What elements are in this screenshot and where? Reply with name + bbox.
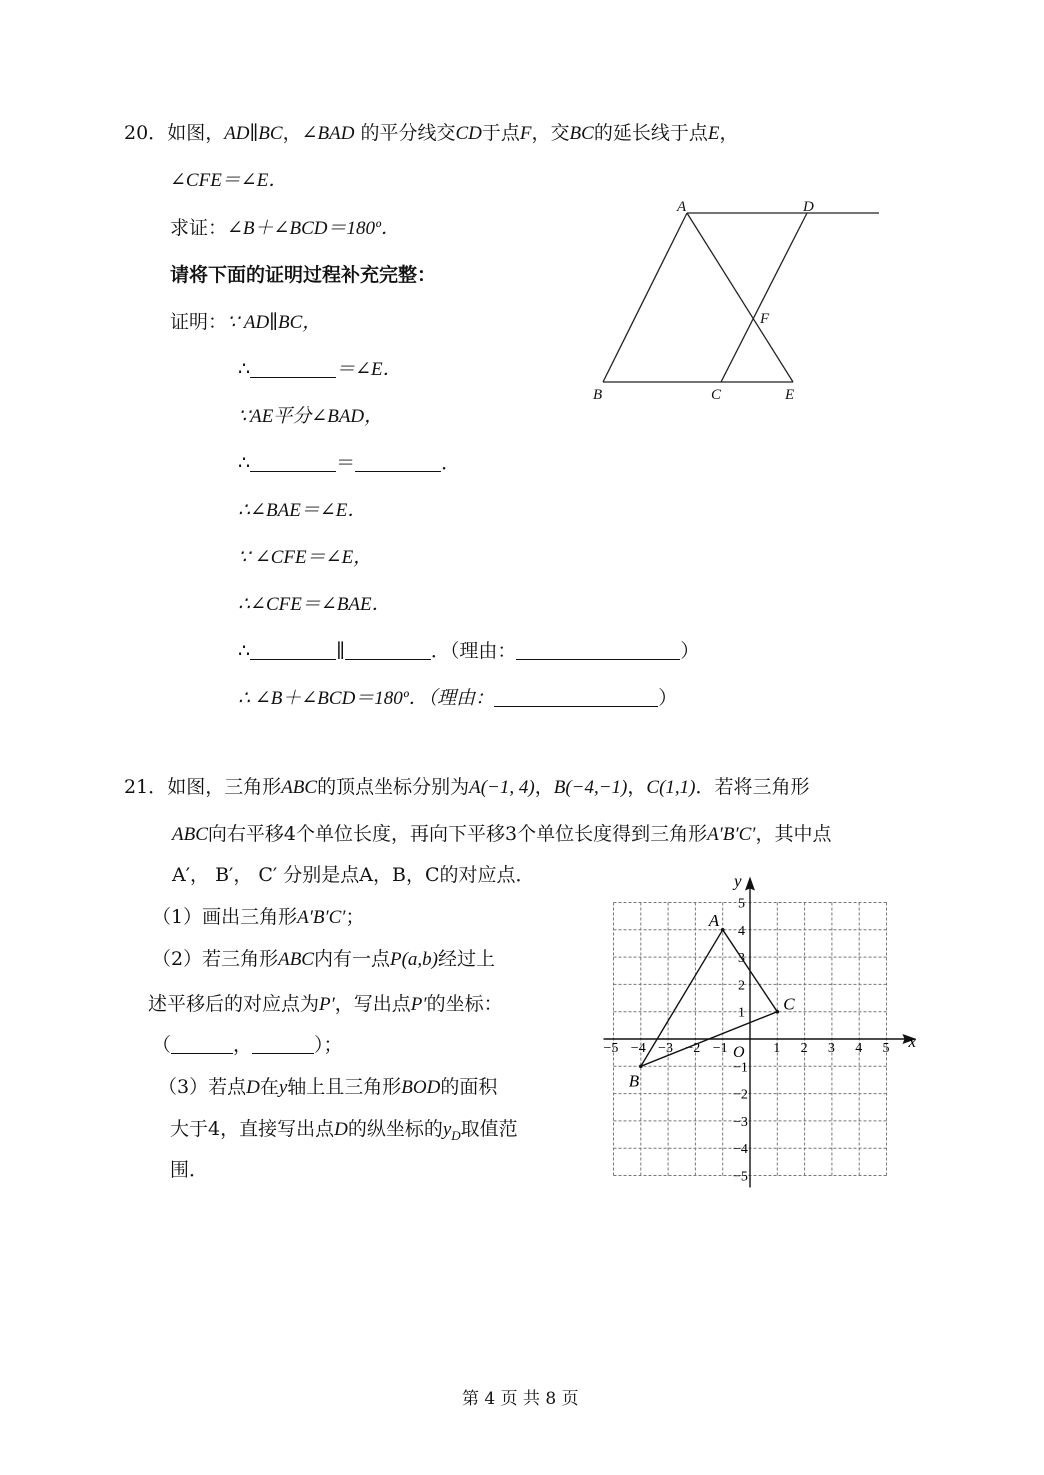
x-tick-label: 1 [773, 1041, 781, 1056]
label-a: A [677, 199, 687, 215]
triangle-prime-name: A′B′C′ [297, 907, 346, 928]
proof-step-5: ∴∠BAE＝∠E． [238, 500, 367, 521]
segment-ae [687, 213, 793, 382]
vertex-point [776, 1010, 780, 1014]
vertex-label: B [628, 1071, 640, 1091]
q20-seg: BC [569, 123, 594, 144]
q21-text: 如图，三角形 [167, 776, 282, 798]
y-axis-arrow [745, 877, 755, 891]
q20-seg: CD [455, 123, 482, 144]
x-tick-label: 3 [827, 1041, 835, 1056]
q21-text: ，其中点 [755, 823, 832, 845]
q20-prove [170, 213, 400, 240]
axes [604, 872, 917, 1188]
point-p-prime: P′ [319, 994, 335, 1015]
reason-blank[interactable] [494, 688, 658, 707]
point-c-coord: C(1,1) [646, 777, 696, 798]
open-paren: （ [152, 1034, 172, 1056]
x-tick-label: 5 [882, 1041, 890, 1056]
q20-parallel-expr: AD∥BC [224, 123, 283, 144]
point-d: D [334, 1119, 348, 1140]
part2-text: 内有一点 [313, 948, 390, 970]
x-axis-label: x [908, 1032, 917, 1051]
label-f: F [760, 311, 770, 327]
part3-text: 在 [259, 1076, 279, 1098]
answer-blank[interactable] [355, 453, 441, 472]
q21-text: 的顶点坐标分别为 [317, 776, 470, 798]
vertex-label: C [783, 994, 795, 1014]
triangle-abc [629, 911, 796, 1091]
answer-blank[interactable] [345, 641, 431, 660]
therefore-symbol: ∴ [238, 640, 251, 662]
vertex-label: A [708, 910, 720, 930]
q20-pt: F [519, 123, 532, 144]
q21-part1 [152, 902, 364, 929]
proof-step-7: ∴∠CFE＝∠BAE． [238, 594, 391, 615]
part3-text: 取值范 [460, 1118, 518, 1140]
q21-part2 [152, 944, 495, 971]
answer-blank[interactable] [250, 453, 336, 472]
reason-blank[interactable] [516, 641, 680, 660]
triangle-bod: BOD [401, 1077, 441, 1098]
q20-text: ， [719, 122, 739, 144]
q20-text: ，交 [531, 122, 570, 144]
x-tick-label: −3 [658, 1041, 674, 1056]
y-tick-label: 1 [738, 1005, 745, 1021]
y-tick-label: −1 [733, 1060, 748, 1076]
proof-step-6: ∵ ∠CFE＝∠E， [238, 547, 373, 568]
answer-blank-x[interactable] [171, 1035, 233, 1054]
q21-part3-line3: 围． [170, 1159, 209, 1181]
part3-text: 的纵坐标的 [347, 1118, 443, 1140]
close-paren: ） [658, 687, 678, 709]
y-tick-label: −4 [733, 1142, 748, 1158]
proof-step-9 [238, 683, 677, 710]
x-tick-label: −5 [603, 1041, 619, 1056]
parallel-symbol: ∥ [336, 641, 345, 662]
y-tick-label: −3 [733, 1114, 748, 1130]
answer-blank[interactable] [250, 641, 336, 660]
part2-text: 经过上 [438, 948, 496, 970]
point-b-coord: B(−4,−1) [553, 777, 628, 798]
y-d-subscript: D [451, 1127, 461, 1143]
triangle-prime-name: A′B′C′ [707, 824, 756, 845]
part2-text: 的坐标： [426, 993, 503, 1015]
triangle-name: ABC [278, 949, 314, 970]
q21-part3 [158, 1072, 497, 1099]
q21-text: 向右平移4个单位长度，再向下平移3个单位长度得到三角形 [207, 823, 708, 845]
q20-text: ，∠ [282, 122, 318, 144]
y-tick-label: 5 [738, 896, 745, 912]
label-d: D [803, 199, 814, 215]
part3-text: 大于4，直接写出点 [170, 1118, 335, 1140]
y-d-symbol: y [442, 1119, 452, 1140]
q21-line1: 21．如图，三角形ABC的顶点坐标分别为A(−1, 4)，B(−4,−1)，C(1,1)．若将三角形 [124, 776, 810, 798]
proof-step-9-text: ∴ ∠B＋∠BCD＝180º．（理由： [238, 688, 495, 709]
proof-step-1: ∵ AD∥BC， [227, 312, 322, 333]
proof-step-3: ∵AE平分∠BAD， [238, 406, 384, 427]
q21-text: ．若将三角形 [695, 776, 810, 798]
answer-blank[interactable] [250, 359, 336, 378]
x-tick-label: −4 [630, 1041, 646, 1056]
period: ． [441, 452, 461, 474]
part3-text: （3）若点 [158, 1076, 247, 1098]
close-paren: ）； [314, 1034, 343, 1056]
q20-text: 的延长线于点 [593, 122, 708, 144]
point-p-prime: P′ [410, 994, 427, 1015]
x-tick-label: 4 [855, 1041, 863, 1056]
coordinate-plane-figure [590, 858, 920, 1188]
q20-instruction: 请将下面的证明过程补充完整： [170, 264, 437, 286]
q21-line3: A′， B′， C′ 分别是点A，B，C的对应点． [172, 864, 535, 886]
proof-step-4 [238, 448, 460, 475]
q21-part2-line3 [152, 1030, 343, 1057]
triangle-name: ABC [172, 824, 208, 845]
label-c: C [711, 387, 722, 403]
vertex-point [721, 928, 725, 932]
q21-part2-line2 [148, 989, 503, 1016]
tick-labels [604, 897, 890, 1185]
part1-text: （1）画出三角形 [152, 906, 298, 928]
close-paren: ） [680, 640, 700, 662]
reason-label: ．（理由： [430, 640, 517, 662]
vertex-point [639, 1065, 643, 1069]
y-tick-label: −2 [733, 1087, 748, 1103]
triangle-name: ABC [281, 777, 318, 798]
part2-text: ，写出点 [334, 993, 411, 1015]
part3-text: 轴上且三角形 [287, 1076, 402, 1098]
answer-blank-y[interactable] [252, 1035, 314, 1054]
q21-number: 21． [124, 776, 168, 798]
q20-text: 的平分线交 [354, 122, 456, 144]
label-e: E [785, 387, 795, 403]
segment-dc [721, 213, 807, 382]
segment-ab [603, 213, 687, 382]
point-a-coord: A(−1, 4) [469, 777, 535, 798]
q20-geometry-figure [585, 195, 885, 405]
y-axis-label: y [734, 871, 742, 891]
q20-proof-start [170, 307, 321, 334]
y-tick-label: −5 [733, 1169, 748, 1185]
q20-line2: ∠CFE＝∠E． [170, 170, 288, 191]
q21-part3-line2 [170, 1114, 518, 1144]
q20-line1 [124, 118, 738, 145]
part3-text: 的面积 [440, 1076, 498, 1098]
page-footer: 第 4 页 共 8 页 [462, 1389, 579, 1409]
y-tick-label: 3 [738, 951, 745, 967]
part2-text: 述平移后的对应点为 [148, 993, 320, 1015]
comma: ， [233, 1034, 253, 1056]
x-tick-label: 2 [800, 1041, 808, 1056]
q20-angle-name: BAD [317, 123, 355, 144]
q21-line2 [172, 819, 831, 846]
point-d: D [246, 1077, 260, 1098]
q20-number: 20． [124, 122, 168, 144]
part2-text: （2）若三角形 [152, 948, 279, 970]
therefore-symbol: ∴ [238, 452, 251, 474]
y-tick-label: 4 [738, 923, 745, 939]
x-tick-label: −2 [685, 1041, 701, 1056]
origin-label: O [733, 1044, 745, 1061]
q20-text: 于点 [481, 122, 520, 144]
therefore-symbol: ∴ [238, 358, 251, 380]
y-axis-name: y [278, 1077, 288, 1098]
proof-label: 证明： [170, 311, 228, 333]
x-tick-label: −1 [712, 1041, 728, 1056]
proof-step-8 [238, 636, 699, 663]
q20-text: 如图， [167, 122, 225, 144]
label-b: B [593, 387, 603, 403]
part1-tail: ； [345, 906, 365, 928]
equals-sign: ＝ [336, 452, 356, 474]
y-tick-label: 2 [738, 978, 745, 994]
q20-pt: E [707, 123, 720, 144]
prove-expression: ∠B＋∠BCD＝180º． [227, 218, 400, 239]
prove-label: 求证： [170, 217, 228, 239]
proof-step-2-tail: ＝∠E． [336, 359, 402, 380]
proof-step-2 [238, 354, 402, 381]
point-p: P(a,b) [390, 949, 439, 970]
